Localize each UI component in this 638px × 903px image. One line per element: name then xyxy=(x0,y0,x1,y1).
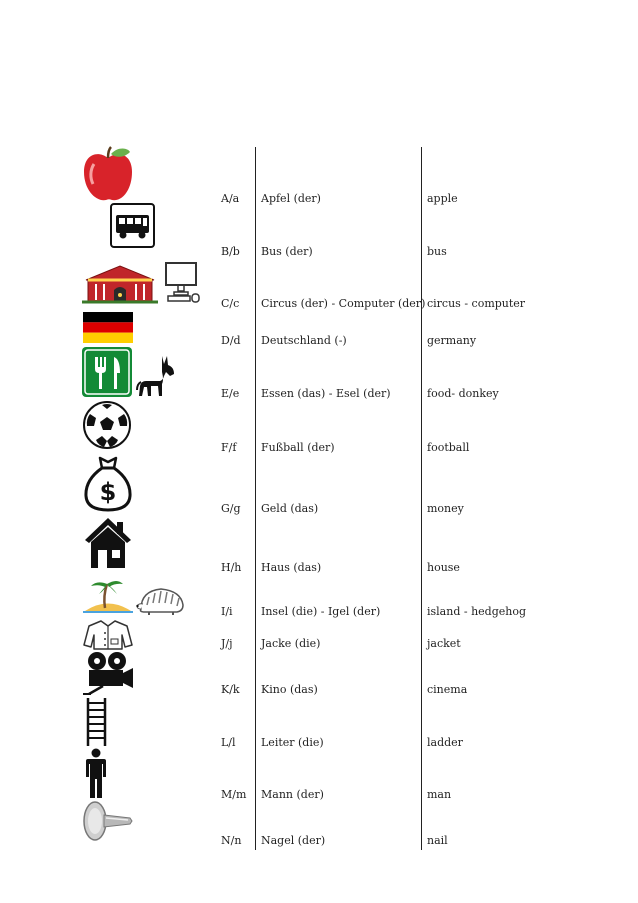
german-word-cell: Essen (das) - Esel (der) xyxy=(261,387,391,400)
letter-cell: L/l xyxy=(221,736,236,749)
translation-cell: island - hedgehog xyxy=(427,605,527,618)
donkey-icon xyxy=(136,354,176,398)
translation-cell: bus xyxy=(427,245,447,258)
german-word-cell: Leiter (die) xyxy=(261,736,324,749)
letter-cell: A/a xyxy=(221,192,240,205)
german-word-cell: Insel (die) - Igel (der) xyxy=(261,605,381,618)
jacket-icon xyxy=(83,619,133,651)
column-divider-right xyxy=(421,147,422,850)
german-word-cell: Circus (der) - Computer (der) xyxy=(261,297,426,310)
circus-tent-icon xyxy=(82,262,158,304)
restaurant-sign-icon xyxy=(82,347,132,397)
movie-camera-icon xyxy=(83,651,135,695)
house-icon xyxy=(83,516,133,570)
letter-cell: E/e xyxy=(221,387,240,400)
apple-icon xyxy=(80,146,136,204)
translation-cell: house xyxy=(427,561,460,574)
letter-cell: N/n xyxy=(221,834,242,847)
translation-cell: nail xyxy=(427,834,448,847)
german-word-cell: Apfel (der) xyxy=(261,192,321,205)
computer-icon xyxy=(164,261,202,303)
translation-cell: germany xyxy=(427,334,477,347)
translation-cell: jacket xyxy=(427,637,461,650)
letter-cell: C/c xyxy=(221,297,240,310)
german-word-cell: Nagel (der) xyxy=(261,834,326,847)
german-word-cell: Jacke (die) xyxy=(261,637,321,650)
column-divider-left xyxy=(255,147,256,850)
money-bag-icon xyxy=(83,456,133,512)
translation-cell: food- donkey xyxy=(427,387,499,400)
german-word-cell: Fußball (der) xyxy=(261,441,335,454)
german-word-cell: Kino (das) xyxy=(261,683,318,696)
translation-cell: circus - computer xyxy=(427,297,526,310)
bus-sign-icon xyxy=(110,203,155,248)
letter-cell: H/h xyxy=(221,561,242,574)
german-word-cell: Geld (das) xyxy=(261,502,319,515)
german-word-cell: Deutschland (-) xyxy=(261,334,347,347)
german-word-cell: Mann (der) xyxy=(261,788,324,801)
german-word-cell: Bus (der) xyxy=(261,245,313,258)
hedgehog-icon xyxy=(135,585,187,617)
translation-cell: ladder xyxy=(427,736,463,749)
letter-cell: F/f xyxy=(221,441,237,454)
letter-cell: M/m xyxy=(221,788,247,801)
football-icon xyxy=(82,400,132,450)
man-icon xyxy=(84,748,108,800)
ladder-icon xyxy=(85,697,109,747)
letter-cell: J/j xyxy=(221,637,233,650)
germany-flag-icon xyxy=(83,312,133,343)
letter-cell: K/k xyxy=(221,683,240,696)
translation-cell: apple xyxy=(427,192,458,205)
translation-cell: man xyxy=(427,788,452,801)
translation-cell: cinema xyxy=(427,683,468,696)
letter-cell: B/b xyxy=(221,245,240,258)
letter-cell: I/i xyxy=(221,605,233,618)
letter-cell: D/d xyxy=(221,334,241,347)
letter-cell: G/g xyxy=(221,502,241,515)
translation-cell: football xyxy=(427,441,470,454)
translation-cell: money xyxy=(427,502,464,515)
svg-text:$: $ xyxy=(99,478,117,506)
nail-icon xyxy=(82,801,134,845)
german-word-cell: Haus (das) xyxy=(261,561,322,574)
island-icon xyxy=(83,578,133,614)
